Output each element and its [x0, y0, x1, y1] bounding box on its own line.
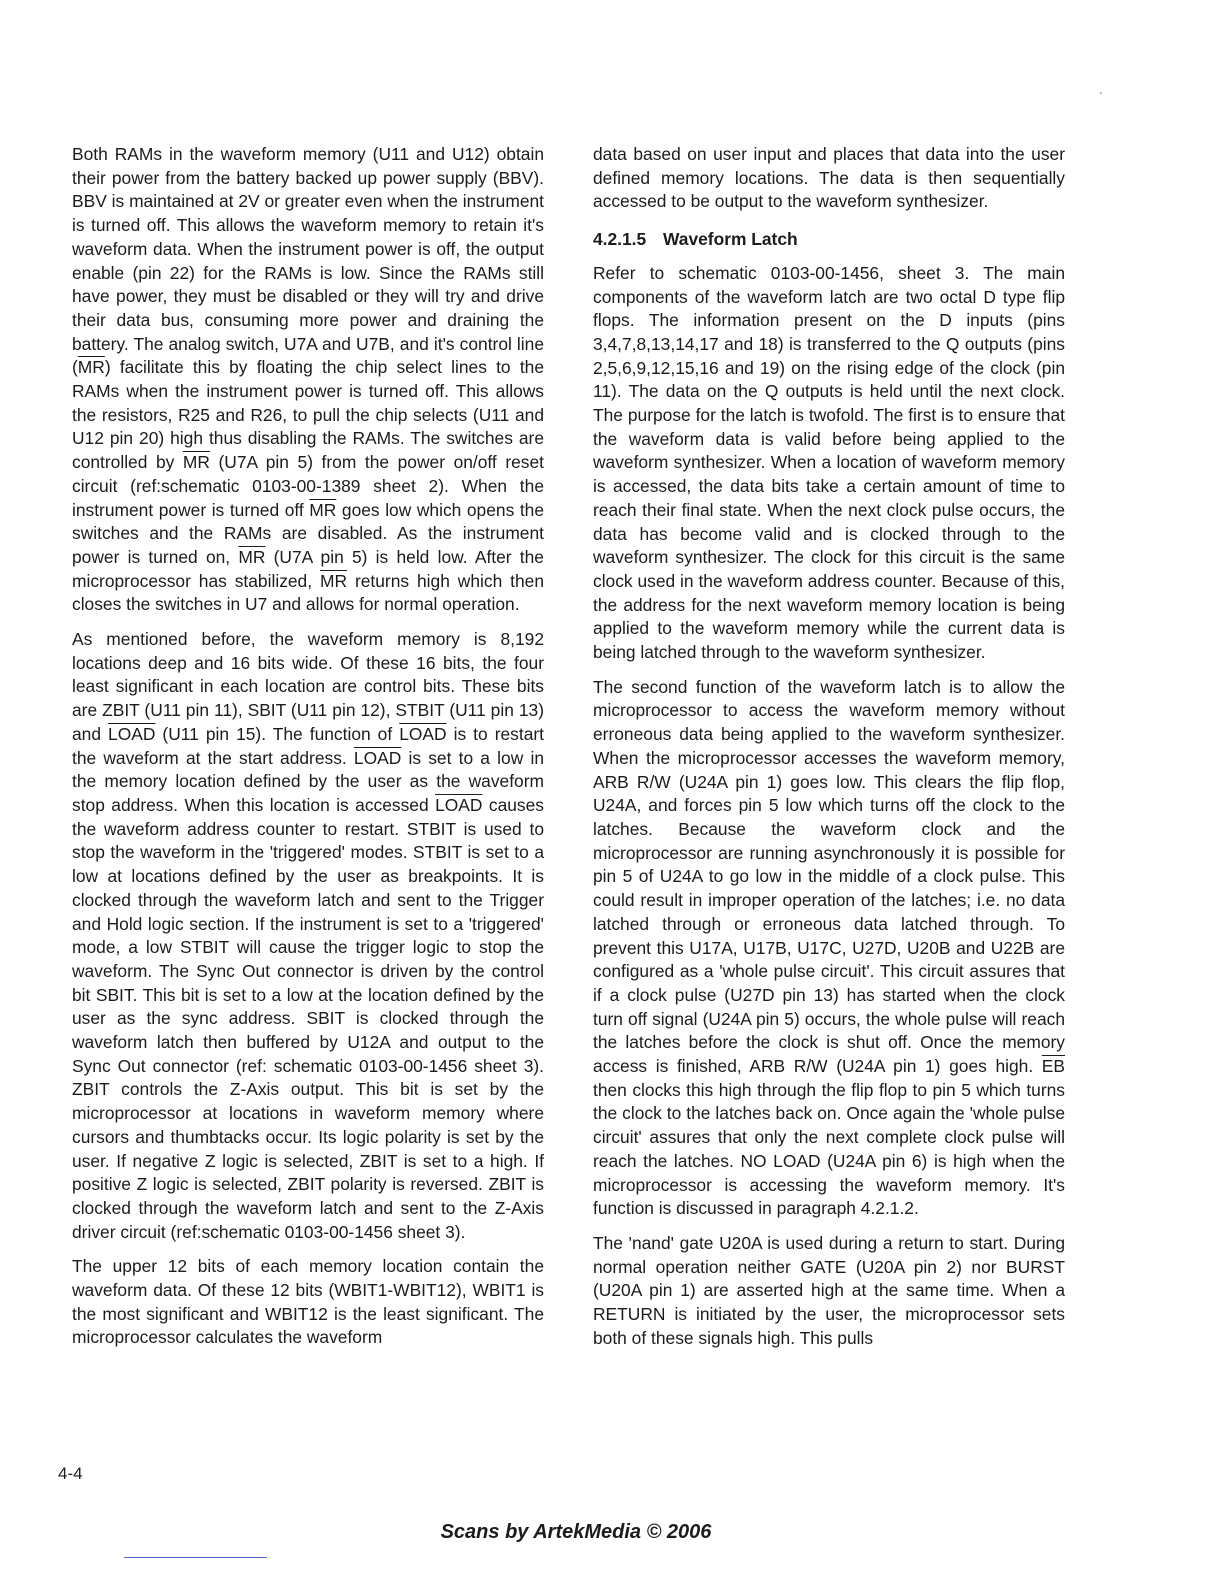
text-run: The second function of the waveform latch is to allow the microprocessor to access the waveform memory without erroneous data being applied to the waveform synthesizer. When the microprocessor accesses the waveform memory, ARB R/W (U24A pin 1) goes low. This clears the flip flop, U24A, and forces pin 5 low which turns off the clock to the latches. Because the waveform clock and the microprocessor are running asynchronously it is possible for pin 5 of U24A to go low in the middle of a clock pulse. This could result in improper operation of the latches; i.e. no data latched through or erroneous data latched through. To prevent this U17A, U17B, U17C, U27D, U20B and U22B are configured as a 'whole pulse circuit'. This circuit assures that if a clock pulse (U27D pin 13) has started when the clock turn off signal (U24A pin 5) occurs, the whole pulse will reach the latches before the clock is shut off. Once the memory access is finished, ARB R/W (U24A pin 1) goes high.	[593, 676, 1065, 1077]
text-run: (U7A pin 5) is held low. After the microprocessor has stabilized,	[72, 546, 544, 591]
section-number: 4.2.1.5	[593, 229, 647, 250]
mr-signal-overbar: $\overline{MR}$	[77, 357, 105, 378]
mr-signal-overbar: $\overline{MR}$	[319, 570, 348, 591]
paragraph-ram-power	[72, 143, 544, 617]
text-run: ) facilitate this by floating the chip select lines to the RAMs when the instrument power is turned off. This allows the resistors, R25 and R26, to pull the chip selects (U11 and U12 pin 20) high thus disabling the RAMs. The switches are controlled by	[72, 357, 544, 473]
text-run: goes low which opens the switches and the RAMs are disabled. As the instrument power is turned on,	[72, 499, 545, 567]
load-signal-overbar: LOAD	[108, 723, 156, 744]
paragraph-waveform-data-bits: The upper 12 bits of each memory location contain the waveform data. Of these 12 bits (WBIT1-WBIT12), WBIT1 is the most significant and WBIT12 is the least significant. The microprocessor calculates the waveform	[72, 1256, 544, 1348]
eb-signal-overbar: $\overline{EB}$	[1041, 1056, 1065, 1077]
paragraph-control-bits	[72, 628, 544, 1244]
load-signal-overbar: LOAD	[353, 747, 402, 768]
paragraph-latch-overview: Refer to schematic 0103-00-1456, sheet 3. The main components of the waveform latch are two octal D type flip flops. The information present on the D inputs (pins 3,4,7,8,13,14,17 and 18) is transferred to the Q outputs (pins 2,5,6,9,12,15,16 and 19) on the rising edge of the clock (pin 11). The data on the Q outputs is held until the next clock. The purpose for the latch is twofold. The first is to ensure that the waveform data is valid before being applied to the waveform synthesizer. When a location of waveform memory is accessed, the data bits take a certain amount of time to reach their final state. When the next clock pulse occurs, the data has become valid and is clocked through to the waveform synthesizer. The clock for this circuit is the same clock used in the waveform address counter. Because of this, the address for the next waveform memory location is being applied to the waveform memory while the current data is being latched through to the waveform synthesizer.	[593, 262, 1065, 663]
paragraph-latch-second-function	[593, 676, 1065, 1221]
footer-rule	[124, 1557, 267, 1558]
text-run: is set to a low in the memory location defined by the user as the waveform stop address. When this location is accessed	[72, 747, 544, 815]
mr-signal-overbar: $\overline{MR}$	[238, 546, 266, 567]
text-run: (U7A pin 5) from the power on/off reset circuit (ref:schematic 0103-00-1389 sheet 2). When the instrument power is turned off	[72, 452, 544, 520]
scan-speck	[1100, 92, 1102, 94]
page-number: 4-4	[58, 1464, 83, 1483]
section-heading	[593, 228, 1065, 252]
text-run: is to restart the waveform at the start address.	[72, 723, 544, 768]
text-run: returns high which then closes the switches in U7 and allows for normal operation.	[72, 570, 545, 615]
load-signal-overbar: LOAD	[435, 794, 483, 815]
footer-credit: Scans by ArtekMedia © 2006	[440, 1521, 712, 1543]
mr-signal-overbar: $\overline{MR}$	[309, 499, 337, 520]
paragraph-sequential-access: data based on user input and places that data into the user defined memory locations. The data is then sequentially accessed to be output to the waveform synthesizer.	[593, 144, 1065, 212]
load-signal-overbar: LOAD	[399, 723, 447, 744]
text-run: Both RAMs in the waveform memory (U11 and U12) obtain their power from the battery backed up power supply (BBV). BBV is maintained at 2V or greater even when the instrument is turned off. This allows the waveform memory to retain it's waveform data. When the instrument power is off, the output enable (pin 22) for the RAMs is low. Since the RAMs still have power, they must be disabled or they will try and drive their data bus, consuming more power and draining the battery. The analog switch, U7A and U7B, and it's control line (	[72, 144, 544, 378]
right-column	[593, 143, 1065, 1361]
mr-signal-overbar: $\overline{MR}$	[182, 452, 210, 473]
left-column	[72, 143, 544, 1361]
text-run: causes the waveform address counter to restart. STBIT is used to stop the waveform in the 'triggered' modes. STBIT is set to a low at locations defined by the user as breakpoints. It is clocked through the waveform latch and sent to the Trigger and Hold logic section. If the instrument is set to a 'triggered' mode, a low STBIT will cause the trigger logic to stop the waveform. The Sync Out connector is driven by the control bit SBIT. This bit is set to a low at the location defined by the user as the sync address. SBIT is clocked through the waveform latch then buffered by U12A and output to the Sync Out connector (ref: schematic 0103-00-1456 sheet 3). ZBIT controls the Z-Axis output. This bit is set by the microprocessor at locations in waveform memory where cursors and thumbtacks occur. Its logic polarity is set by the user. If negative Z logic is selected, ZBIT is set to a high. If positive Z logic is selected, ZBIT polarity is reversed. ZBIT is clocked through the waveform latch and sent to the Z-Axis driver circuit (ref:schematic 0103-00-1456 sheet 3).	[72, 794, 544, 1242]
section-title: Waveform Latch	[663, 229, 798, 250]
text-run: As mentioned before, the waveform memory is 8,192 locations deep and 16 bits wide. Of these 16 bits, the four least significant in each location are control bits. These bits are ZBIT (U11 pin 11), SBIT (U11 pin 12), STBIT (U11 pin 13) and	[72, 629, 544, 744]
text-run: (U11 pin 15). The function of	[155, 723, 400, 744]
paragraph-nand-gate: The 'nand' gate U20A is used during a return to start. During normal operation neither GATE (U20A pin 2) nor BURST (U20A pin 1) are asserted high at the same time. When a RETURN is initiated by the user, the microprocessor sets both of these signals high. This pulls	[593, 1232, 1065, 1348]
text-run: then clocks this high through the flip flop to pin 5 which turns the clock to the latches back on. Once again the 'whole pulse circuit' assures that only the next complete clock pulse will reach the latches. NO LOAD (U24A pin 6) is high when the microprocessor is accessing the waveform memory. It's function is discussed in paragraph 4.2.1.2.	[593, 1079, 1065, 1219]
